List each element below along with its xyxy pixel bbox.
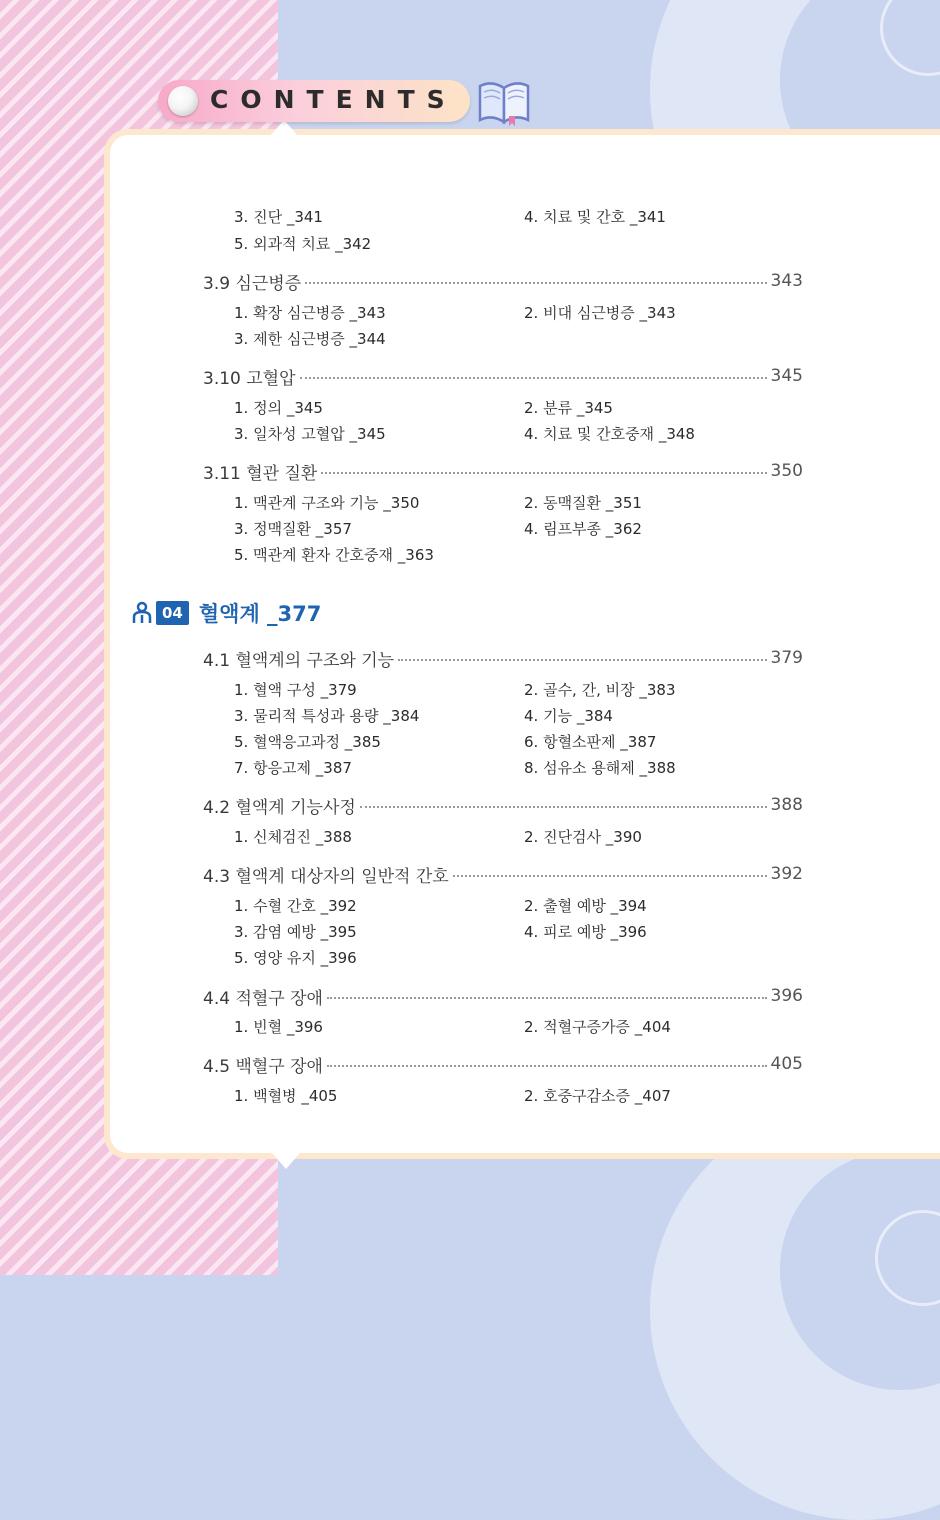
leader-dots	[398, 659, 767, 661]
toc-item[interactable]: 8. 섬유소 용해제 _388	[524, 759, 676, 777]
toc-item[interactable]: 5. 외과적 치료 _342	[234, 235, 372, 253]
toc-item[interactable]: 2. 출혈 예방 _394	[524, 897, 647, 915]
leader-dots	[300, 377, 767, 379]
toc-item[interactable]: 3. 진단 _341	[234, 208, 323, 226]
toc-section[interactable]	[203, 647, 803, 669]
toc-section[interactable]	[203, 794, 803, 816]
toc-item[interactable]: 1. 혈액 구성 _379	[234, 681, 357, 699]
toc-item[interactable]: 1. 확장 심근병증 _343	[234, 304, 386, 322]
toc-item[interactable]: 4. 치료 및 간호 _341	[524, 208, 666, 226]
section-title: 4.3 혈액계 대상자의 일반적 간호	[203, 866, 449, 887]
section-page: 388	[770, 795, 803, 815]
leader-dots	[321, 472, 766, 474]
toc-item[interactable]: 5. 맥관계 환자 간호중재 _363	[234, 546, 434, 564]
section-page: 379	[770, 648, 803, 668]
section-page: 392	[770, 864, 803, 884]
section-title: 3.10 고혈압	[203, 368, 296, 389]
section-page: 405	[770, 1054, 803, 1074]
toc-item[interactable]: 3. 제한 심근병증 _344	[234, 330, 386, 348]
person-icon	[132, 601, 152, 625]
toc-item[interactable]: 2. 비대 심근병증 _343	[524, 304, 676, 322]
toc-item[interactable]: 1. 맥관계 구조와 기능 _350	[234, 494, 420, 512]
toc-item[interactable]: 3. 감염 예방 _395	[234, 923, 357, 941]
chapter-number: 04	[156, 601, 189, 625]
toc-item[interactable]: 7. 항응고제 _387	[234, 759, 352, 777]
toc-item[interactable]: 4. 피로 예방 _396	[524, 923, 647, 941]
section-title: 4.1 혈액계의 구조와 기능	[203, 650, 395, 671]
toc-item[interactable]: 3. 물리적 특성과 용량 _384	[234, 707, 420, 725]
section-title: 4.2 혈액계 기능사정	[203, 797, 356, 818]
toc-item[interactable]: 4. 치료 및 간호중재 _348	[524, 425, 695, 443]
toc-section[interactable]	[203, 863, 803, 885]
toc-item[interactable]: 2. 호중구감소증 _407	[524, 1087, 671, 1105]
toc-item[interactable]: 1. 수혈 간호 _392	[234, 897, 357, 915]
toc-item[interactable]: 2. 적혈구증가증 _404	[524, 1018, 671, 1036]
section-page: 396	[770, 986, 803, 1006]
toc-section[interactable]	[203, 985, 803, 1007]
toc-item[interactable]: 4. 기능 _384	[524, 707, 613, 725]
toc-item[interactable]: 3. 일차성 고혈압 _345	[234, 425, 386, 443]
leader-dots	[360, 806, 767, 808]
toc-item[interactable]: 1. 신체검진 _388	[234, 828, 352, 846]
toc-section[interactable]	[203, 270, 803, 292]
toc-item[interactable]: 3. 정맥질환 _357	[234, 520, 352, 538]
toc-item[interactable]: 1. 백혈병 _405	[234, 1087, 338, 1105]
leader-dots	[327, 997, 767, 999]
section-title: 3.11 혈관 질환	[203, 463, 318, 484]
section-page: 343	[770, 271, 803, 291]
toc-section[interactable]	[203, 365, 803, 387]
toc-section[interactable]	[203, 1053, 803, 1075]
chapter-title: 혈액계 _377	[198, 602, 322, 626]
toc-item[interactable]: 1. 빈혈 _396	[234, 1018, 323, 1036]
contents-heading: CONTENTS	[210, 85, 457, 114]
toc-item[interactable]: 1. 정의 _345	[234, 399, 323, 417]
toc-item[interactable]: 2. 동맥질환 _351	[524, 494, 642, 512]
toc-item[interactable]: 5. 혈액응고과정 _385	[234, 733, 381, 751]
leader-dots	[327, 1065, 767, 1067]
leader-dots	[305, 282, 766, 284]
toc-item[interactable]: 2. 진단검사 _390	[524, 828, 642, 846]
toc-item[interactable]: 5. 영양 유지 _396	[234, 949, 357, 967]
chapter-heading[interactable]	[132, 598, 321, 628]
toc-section[interactable]	[203, 460, 803, 482]
section-title: 3.9 심근병증	[203, 273, 302, 294]
leader-dots	[453, 875, 767, 877]
toc-item[interactable]: 2. 분류 _345	[524, 399, 613, 417]
toc-item[interactable]: 6. 항혈소판제 _387	[524, 733, 657, 751]
toc-item[interactable]: 2. 골수, 간, 비장 _383	[524, 681, 676, 699]
section-title: 4.4 적혈구 장애	[203, 988, 323, 1009]
toc-item[interactable]: 4. 림프부종 _362	[524, 520, 642, 538]
section-page: 350	[770, 461, 803, 481]
section-page: 345	[770, 366, 803, 386]
section-title: 4.5 백혈구 장애	[203, 1056, 323, 1077]
